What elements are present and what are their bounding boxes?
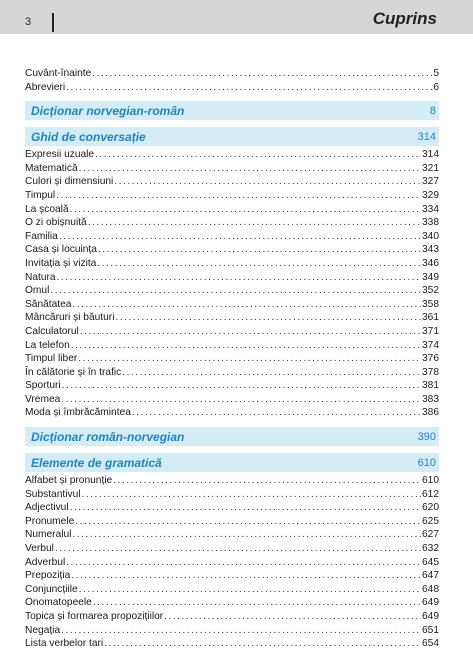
dot-leader [82, 488, 422, 502]
toc-entry-title: La școală [25, 203, 69, 215]
toc-entry [25, 243, 439, 257]
toc-entry-page: 321 [422, 162, 439, 174]
toc-entry [25, 203, 439, 217]
dot-leader [98, 243, 421, 257]
toc-entry-title: Lista verbelor tari [25, 638, 104, 650]
dot-leader [164, 610, 421, 624]
toc-entry [25, 528, 439, 542]
toc-entry [25, 624, 439, 638]
section-page: 8 [429, 104, 436, 117]
toc-entry-title: Omul [25, 285, 50, 297]
toc-entry [25, 216, 439, 230]
toc-entry [25, 379, 439, 393]
dot-leader [57, 271, 421, 285]
toc-entry-page: 651 [422, 624, 439, 636]
toc-entry-page: 612 [422, 488, 439, 500]
dot-leader [88, 216, 421, 230]
toc-entry-page: 5 [433, 68, 439, 79]
dot-leader [79, 583, 421, 597]
toc-entry [25, 271, 439, 285]
toc-entry-page: 654 [422, 638, 439, 650]
toc-entry-page: 647 [422, 570, 439, 582]
toc-entry-page: 361 [422, 312, 439, 324]
toc-entry-page: 6 [433, 81, 439, 93]
toc-entry-page: 378 [422, 366, 439, 378]
toc-entry [25, 339, 439, 353]
toc-entry-page: 632 [422, 543, 439, 555]
dot-leader [66, 81, 432, 95]
dot-leader [50, 284, 421, 298]
toc-entry-page: 338 [422, 217, 439, 229]
toc-entry [25, 515, 439, 529]
toc-entry [25, 542, 439, 556]
toc-entry [25, 67, 439, 81]
dot-leader [70, 501, 421, 515]
section-title: Elemente de gramatică [31, 455, 162, 470]
toc-entry-title: Mâncăruri și băuturi [25, 312, 115, 324]
section-page: 610 [417, 456, 436, 469]
toc-entry [25, 257, 439, 271]
dot-leader [113, 474, 421, 488]
section-title: Dicționar norvegian-român [31, 103, 185, 118]
toc-entry-title: Negația [25, 624, 61, 636]
dot-leader [71, 569, 421, 583]
section-heading [25, 101, 439, 120]
toc-entry-title: Conjuncțiile [25, 583, 78, 595]
toc-entry-title: Natura [25, 271, 56, 283]
toc-entry-page: 346 [422, 257, 439, 269]
dot-leader [61, 624, 421, 638]
toc-entry-page: 649 [422, 597, 439, 609]
toc-entry [25, 556, 439, 570]
toc-entry-title: Timpul [25, 189, 56, 201]
section-title: Dicționar român-norvegian [31, 429, 185, 444]
toc-entry-title: La telefon [25, 339, 70, 351]
toc-entry [25, 610, 439, 624]
dot-leader [95, 148, 421, 162]
toc-entry [25, 162, 439, 176]
toc-entry-page: 627 [422, 529, 439, 541]
toc-entry [25, 488, 439, 502]
toc-entry-title: Onomatopeele [25, 597, 92, 609]
section-heading [25, 427, 439, 446]
toc-entry-title: Prepoziția [25, 570, 71, 582]
section-heading [25, 453, 439, 472]
dot-leader [70, 203, 421, 217]
toc-entry-page: 374 [422, 339, 439, 351]
toc-entry [25, 366, 439, 380]
toc-entry-page: 371 [422, 325, 439, 337]
table-of-contents [25, 67, 439, 651]
toc-entry-page: 610 [422, 475, 439, 487]
section-page: 314 [417, 130, 436, 143]
toc-entry [25, 230, 439, 244]
toc-entry-page: 343 [422, 244, 439, 256]
toc-entry-title: Verbul [25, 543, 54, 555]
dot-leader [80, 325, 421, 339]
toc-entry-title: Vremea [25, 393, 61, 405]
toc-entry-title: În călătorie și în trafic [25, 366, 122, 378]
toc-entry-title: Adjectivul [25, 502, 69, 514]
toc-entry-title: Numeralul [25, 529, 72, 541]
toc-entry [25, 189, 439, 203]
toc-entry-title: Moda și îmbrăcămintea [25, 407, 131, 419]
dot-leader [104, 637, 421, 651]
dot-leader [72, 528, 421, 542]
toc-entry-page: 352 [422, 285, 439, 297]
toc-entry-title: Substantivul [25, 488, 81, 500]
page-title: Cuprins [372, 9, 437, 28]
dot-leader [122, 366, 421, 380]
toc-entry [25, 501, 439, 515]
toc-entry-title: Matematică [25, 162, 78, 174]
dot-leader [92, 67, 432, 81]
toc-entry-title: Casa și locuința [25, 244, 97, 256]
toc-entry [25, 325, 439, 339]
toc-entry-title: O zi obișnuită [25, 217, 87, 229]
dot-leader [115, 311, 421, 325]
dot-leader [79, 162, 421, 176]
toc-entry [25, 311, 439, 325]
page-header [0, 0, 473, 34]
toc-entry-page: 381 [422, 380, 439, 392]
toc-entry-title: Timpul liber [25, 353, 78, 365]
toc-entry [25, 583, 439, 597]
toc-entry-page: 358 [422, 298, 439, 310]
toc-entry-page: 649 [422, 611, 439, 622]
toc-entry-title: Adverbul [25, 556, 66, 568]
toc-entry [25, 637, 439, 651]
dot-leader [55, 542, 421, 556]
toc-entry-page: 314 [422, 149, 439, 161]
toc-entry-title: Alfabet și pronunție [25, 475, 113, 487]
toc-entry [25, 393, 439, 407]
toc-entry-title: Culori și dimensiuni [25, 176, 114, 188]
toc-entry-page: 625 [422, 515, 439, 527]
toc-entry [25, 148, 439, 162]
toc-entry-page: 648 [422, 583, 439, 595]
toc-entry [25, 474, 439, 488]
dot-leader [97, 257, 421, 271]
section-page: 390 [417, 430, 436, 443]
toc-entry-page: 349 [422, 271, 439, 283]
dot-leader [132, 406, 421, 420]
header-divider [52, 13, 54, 32]
toc-entry-title: Expresii uzuale [25, 149, 95, 161]
section-heading [25, 127, 439, 146]
toc-entry-title: Sănătatea [25, 298, 72, 310]
section-title: Ghid de conversație [31, 129, 146, 144]
dot-leader [66, 556, 421, 570]
dot-leader [59, 230, 421, 244]
toc-entry [25, 406, 439, 420]
dot-leader [114, 175, 421, 189]
toc-entry [25, 352, 439, 366]
toc-entry-title: Abrevieri [25, 81, 66, 93]
toc-entry-title: Calculatorul [25, 325, 79, 337]
dot-leader [72, 298, 421, 312]
dot-leader [78, 352, 421, 366]
toc-entry-title: Topica și formarea propozițiilor [25, 611, 164, 622]
toc-entry-page: 620 [422, 502, 439, 514]
toc-entry-page: 340 [422, 230, 439, 242]
toc-entry-title: Sporturi [25, 380, 61, 392]
toc-entry-title: Invitația și vizita [25, 257, 97, 269]
toc-entry [25, 298, 439, 312]
toc-entry [25, 175, 439, 189]
toc-entry-page: 327 [422, 176, 439, 188]
toc-entry-page: 383 [422, 393, 439, 405]
dot-leader [75, 515, 421, 529]
toc-entry-page: 376 [422, 353, 439, 365]
dot-leader [61, 393, 421, 407]
toc-entry-title: Cuvânt-înainte [25, 68, 92, 79]
toc-entry-page: 645 [422, 556, 439, 568]
toc-entry [25, 284, 439, 298]
dot-leader [62, 379, 421, 393]
toc-entry [25, 569, 439, 583]
toc-entry-page: 386 [422, 407, 439, 419]
dot-leader [93, 596, 421, 610]
toc-entry-title: Pronumele [25, 515, 75, 527]
toc-entry-page: 334 [422, 203, 439, 215]
toc-entry-title: Familia [25, 230, 58, 242]
dot-leader [71, 339, 421, 353]
toc-entry [25, 596, 439, 610]
toc-entry-page: 329 [422, 189, 439, 201]
dot-leader [56, 189, 421, 203]
toc-entry [25, 81, 439, 95]
page-number: 3 [25, 16, 32, 28]
